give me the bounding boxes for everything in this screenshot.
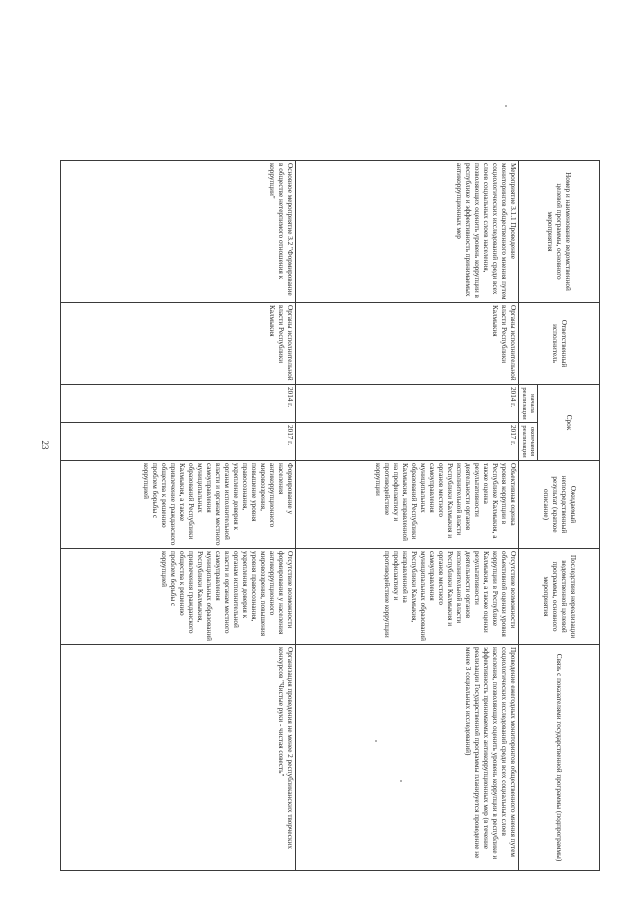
cell-link-indicators: Проведение ежегодных мониторингов общественного мнения путем социологических исследований среди всех социальных слоев населения, позволяющих оценить уровень коррупции в республике и эффективность принимаемых антикоррупционных мер (в течение реализации Государственной программы планируется проведение не менее 3 социальных исследований) [295,645,518,871]
header-expected-result: Ожидаемый непосредственный результат (краткое описание) [518,461,599,549]
cell-executor: Органы исполнительной власти Республики Калмыкия [295,303,518,385]
header-term: Срок [538,385,600,461]
rotated-table-container [60,160,600,870]
table-row [295,161,518,871]
header-consequences: Последствия нереализации ведомственной целевой программы, основного мероприятия [518,549,599,645]
cell-program-name: Мероприятие 3.1.1 Проведение мониторингов общественного мнения путем социологических исследований среди всех слоев социальных слоев населения, позволяющих оценить уровень коррупции в республике и эффективность принимаемых антикоррупционных мер [295,161,518,303]
header-program-name: Номер и наименование ведомственной целевой программы, основного мероприятия [518,161,599,303]
header-link-indicators: Связь с показателями государственной программы (подпрограммы) [518,645,599,871]
program-measures-table [60,160,600,871]
cell-start: 2014 г. [61,385,296,423]
cell-end: 2017 г. [295,423,518,461]
scan-speck [505,105,507,107]
cell-program-name: Основное мероприятие 3.2 "Формирование в обществе нетерпимого отношения к коррупции" [61,161,296,303]
document-table-area [60,160,600,870]
header-executor: Ответственный исполнитель [518,303,599,385]
cell-start: 2014 г. [295,385,518,423]
scan-speck [400,780,402,782]
page-number: 23 [40,440,50,450]
cell-consequences: Отсутствие возможности объективной оценки уровня коррупции в Республике Калмыкия, а также оценки результативности деятельности органов исполнительной власти Республики Калмыкия и органов местного самоуправления муниципальных образований Республики Калмыкия, направленной на профилактику и противодействие коррупции [295,549,518,645]
cell-link-indicators: Организация проведения не менее 2 республиканских творческих конкурсов "Чистые руки - чистая совесть" [61,645,296,871]
header-start: начала реализации [518,385,537,423]
table-row [61,161,296,871]
cell-consequences: Отсутствие возможности формирования у населения антикоррупционного мировоззрения, повышения уровня правосознания, укрепления доверия к органам исполнительной власти и органам местного самоуправления муниципальных образований Республики Калмыкия, привлечения гражданского общества к решению проблем борьбы с коррупцией [61,549,296,645]
scan-speck [375,740,377,742]
header-end: окончания реализации [518,423,537,461]
cell-expected-result: Объективная оценка уровня коррупции в Республике Калмыкия, а также оценка результативности деятельности органов исполнительной власти Республики Калмыкия и органов местного самоуправления муниципальных образований Республики Калмыкия, направленной на профилактику и противодействие коррупции [295,461,518,549]
header-row [538,161,600,871]
cell-end: 2017 г. [61,423,296,461]
cell-expected-result: Формирование у населения антикоррупционного мировоззрения, повышение уровня правосознания, укрепление доверия к органам исполнительной власти и органам местного самоуправления муниципальных образований Республики Калмыкия, а также привлечение гражданского общества к решению проблем борьбы с коррупцией [61,461,296,549]
cell-executor: Органы исполнительной власти Республики Калмыкия [61,303,296,385]
